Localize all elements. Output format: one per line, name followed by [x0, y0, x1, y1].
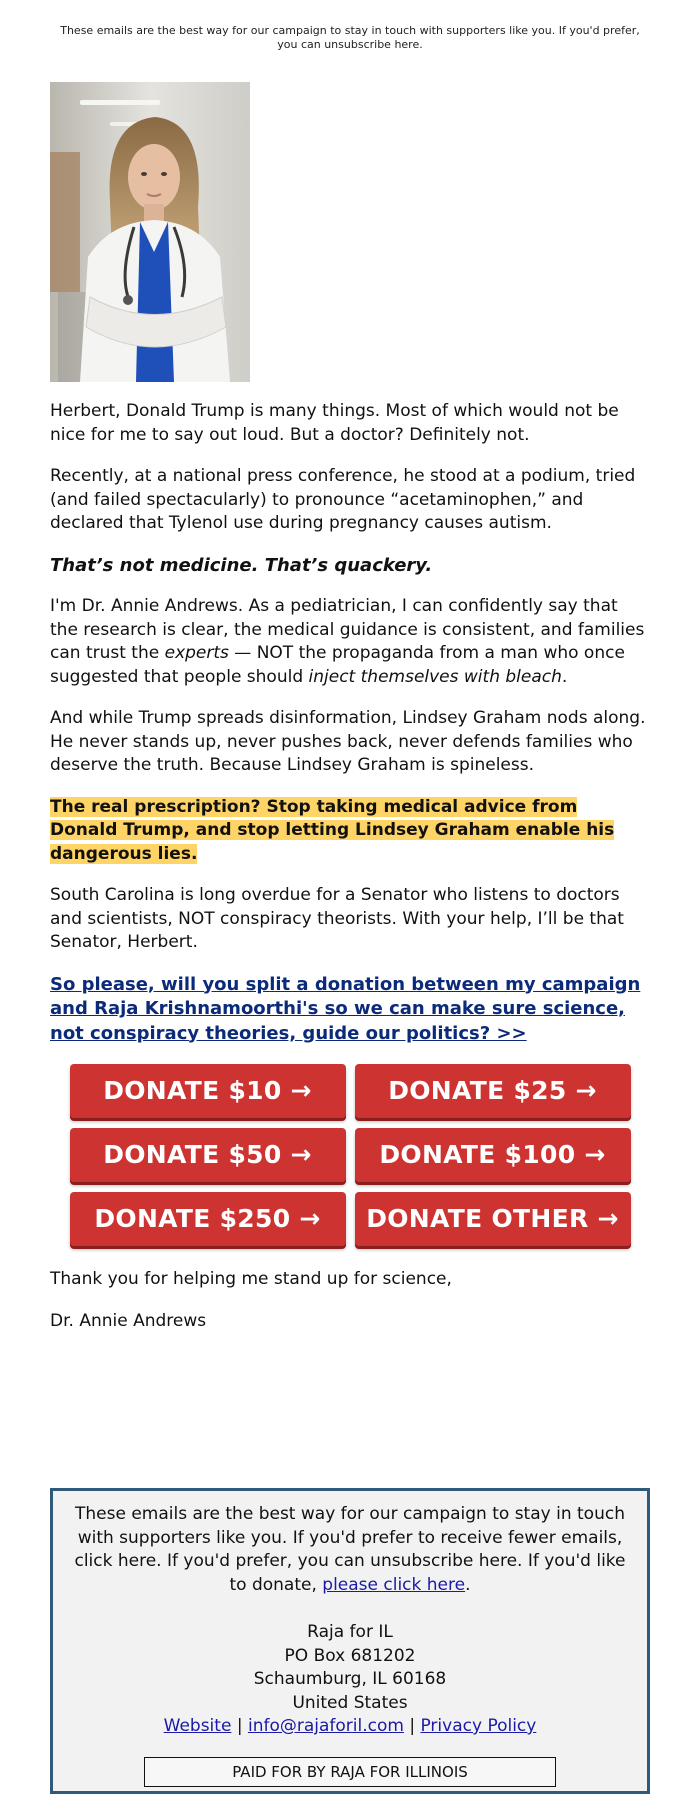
candidate-photo	[50, 82, 250, 382]
paragraph-intro: Herbert, Donald Trump is many things. Most of which would not be nice for me to say out loud. But a doctor? Definitely not.	[50, 401, 619, 445]
footer-privacy-link[interactable]: Privacy Policy	[420, 1716, 537, 1736]
signoff-thanks: Thank you for helping me stand up for science,	[50, 1269, 452, 1289]
signoff-name: Dr. Annie Andrews	[50, 1310, 207, 1331]
donate-10-button[interactable]: DONATE $10 →	[70, 1064, 346, 1118]
text-segment: .	[561, 666, 568, 687]
footer-period: .	[465, 1574, 471, 1595]
footer-separator: |	[236, 1716, 243, 1736]
footer-org-name: Raja for IL	[307, 1622, 393, 1642]
paragraph-cta	[50, 973, 650, 1047]
text-segment: I'm Dr. Annie Andrews. As a pediatrician, I can confidently say that the research is clear, the medical guidance is consistent, and families can trust the	[50, 596, 645, 663]
paragraph-prescription	[50, 796, 650, 867]
footer-country: United States	[292, 1692, 408, 1713]
highlighted-text: The real prescription? Stop taking medical advice from Donald Trump, and stop letting Lindsey Graham enable his dangerous lies.	[50, 796, 615, 864]
footer-donate-link[interactable]: please click here	[322, 1574, 466, 1595]
footer-email-link[interactable]: info@rajaforil.com	[247, 1716, 404, 1736]
paragraph-graham: And while Trump spreads disinformation, Lindsey Graham nods along. He never stands up, never pushes back, never defends families who deserve the truth. Because Lindsey Graham is spineless.	[50, 708, 646, 775]
paragraph-pediatrician	[50, 595, 650, 689]
preheader-text: These emails are the best way for our campaign to stay in touch with supporters like you. If you'd prefer, you can unsubscribe here.	[60, 24, 640, 51]
donate-other-button[interactable]: DONATE OTHER →	[355, 1192, 631, 1246]
footer-separator: |	[409, 1716, 416, 1736]
text-bleach: inject themselves with bleach	[308, 666, 562, 687]
footer-address-line1: PO Box 681202	[284, 1645, 416, 1666]
donate-100-button[interactable]: DONATE $100 →	[355, 1128, 631, 1182]
donate-button-grid	[50, 1064, 650, 1246]
donate-50-button[interactable]: DONATE $50 →	[70, 1128, 346, 1182]
donate-25-button[interactable]: DONATE $25 →	[355, 1064, 631, 1118]
email-body	[50, 400, 650, 1351]
donate-250-button[interactable]: DONATE $250 →	[70, 1192, 346, 1246]
text-experts: experts	[164, 643, 229, 663]
donation-ask-link[interactable]: So please, will you split a donation between my campaign and Raja Krishnamoorthi's so we can make sure science, not conspiracy theories, guide our politics? >>	[50, 973, 641, 1044]
footer-disclaimer	[67, 1503, 633, 1597]
doctor-portrait-image	[50, 82, 250, 382]
paragraph-press-conference: Recently, at a national press conference, he stood at a podium, tried (and failed spectacularly) to pronounce “acetaminophen,” and declared that Tylenol use during pregnancy causes autism.	[50, 466, 636, 533]
paragraph-south-carolina: South Carolina is long overdue for a Senator who listens to doctors and scientists, NOT conspiracy theorists. With your help, I’ll be that Senator, Herbert.	[50, 885, 624, 952]
footer-links	[67, 1715, 633, 1739]
footer-box	[50, 1488, 650, 1794]
paragraph-quackery: That’s not medicine. That’s quackery.	[50, 554, 433, 576]
paid-for-disclaimer: PAID FOR BY RAJA FOR ILLINOIS	[144, 1757, 556, 1787]
footer-website-link[interactable]: Website	[163, 1716, 232, 1736]
text-segment: — NOT the propaganda from a man who once suggested that people should	[50, 643, 625, 687]
footer-text: These emails are the best way for our campaign to stay in touch with supporters like you. If you'd prefer to receive fewer emails, click here. If you'd prefer, you can unsubscribe here. If you'd like to donate,	[74, 1504, 626, 1595]
footer-address-line2: Schaumburg, IL 60168	[253, 1669, 447, 1689]
